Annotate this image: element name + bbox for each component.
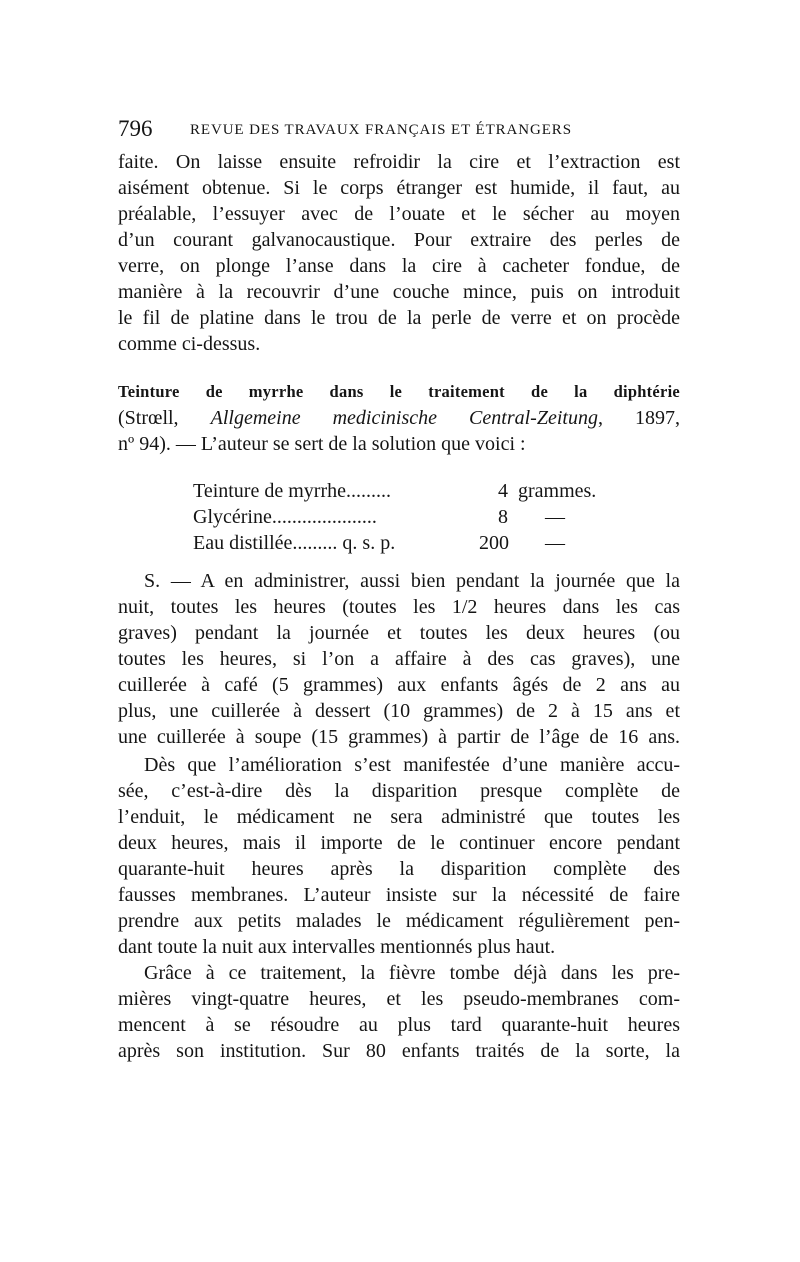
text-line: graves) pendant la journée et toutes les deux heures (ou bbox=[118, 622, 680, 644]
section-title: Teinture de myrrhe dans le traitement de la diphtérie bbox=[118, 382, 680, 401]
page-header bbox=[118, 112, 678, 146]
ingredient-unit: — bbox=[545, 532, 565, 554]
text-line: nuit, toutes les heures (toutes les 1/2 heures dans les cas bbox=[118, 596, 680, 618]
text-line: une cuillerée à soupe (15 grammes) à partir de l’âge de 16 ans. bbox=[118, 726, 680, 748]
text-line: l’enduit, le médicament ne sera administré que toutes les bbox=[118, 806, 680, 828]
text-line: toutes les heures, si l’on a affaire à des cas graves), une bbox=[118, 648, 680, 670]
paragraph-extraction bbox=[118, 149, 680, 357]
journal-name: Allgemeine medicinische Central-Zeitung bbox=[210, 407, 598, 429]
text-line: aisément obtenue. Si le corps étranger est humide, il faut, au bbox=[118, 177, 680, 199]
text-line: S. — A en administrer, aussi bien pendant la journée que la bbox=[144, 570, 680, 592]
text-line: dant toute la nuit aux intervalles mentionnés plus haut. bbox=[118, 936, 556, 958]
text-line: prendre aux petits malades le médicament régulièrement pen- bbox=[118, 910, 680, 932]
text-line: fausses membranes. L’auteur insiste sur la nécessité de faire bbox=[118, 884, 680, 906]
ingredient-quantity: 8 bbox=[498, 506, 508, 528]
recipe-table bbox=[193, 478, 623, 556]
ingredient-name: Eau distillée......... q. s. p. bbox=[193, 532, 396, 554]
text-line: comme ci-dessus. bbox=[118, 333, 261, 355]
recipe-row bbox=[193, 530, 623, 556]
citation-line bbox=[118, 405, 680, 431]
ingredient-name: Glycérine..................... bbox=[193, 506, 377, 528]
section-heading-line bbox=[118, 378, 680, 405]
ingredient-unit: — bbox=[545, 506, 565, 528]
text-line: manière à la recouvrir d’une couche mince, puis on introduit bbox=[118, 281, 680, 303]
text-line: après son institution. Sur 80 enfants traités de la sorte, la bbox=[118, 1040, 680, 1062]
text-line: le fil de platine dans le trou de la perle de verre et on procède bbox=[118, 307, 680, 329]
citation-year: , 1897, bbox=[597, 407, 680, 429]
paragraph-dosage bbox=[118, 568, 680, 750]
text-line: plus, une cuillerée à dessert (10 grammes) de 2 à 15 ans et bbox=[118, 700, 680, 722]
section-heading bbox=[118, 378, 680, 457]
recipe-row bbox=[193, 478, 623, 504]
recipe-row bbox=[193, 504, 623, 530]
text-line: Dès que l’amélioration s’est manifestée d’une manière accu- bbox=[144, 754, 680, 776]
running-title: REVUE DES TRAVAUX FRANÇAIS ET ÉTRANGERS bbox=[190, 122, 572, 138]
text-line: Grâce à ce traitement, la fièvre tombe déjà dans les pre- bbox=[144, 962, 680, 984]
ingredient-name: Teinture de myrrhe......... bbox=[193, 480, 391, 502]
ingredient-quantity: 200 bbox=[479, 532, 509, 554]
paragraph-results bbox=[118, 960, 680, 1064]
text-line: sée, c’est-à-dire dès la disparition presque complète de bbox=[118, 780, 680, 802]
ingredient-quantity: 4 bbox=[498, 480, 508, 502]
text-line: deux heures, mais il importe de le continuer encore pendant bbox=[118, 832, 680, 854]
text-line: nº 94). — L’auteur se sert de la solution que voici : bbox=[118, 433, 526, 455]
text-line: verre, on plonge l’anse dans la cire à cacheter fondue, de bbox=[118, 255, 680, 277]
text-line: quarante-huit heures après la disparition complète des bbox=[118, 858, 680, 880]
text-line: préalable, l’essuyer avec de l’ouate et le sécher au moyen bbox=[118, 203, 680, 225]
text-line: cuillerée à café (5 grammes) aux enfants âgés de 2 ans au bbox=[118, 674, 680, 696]
text-line: faite. On laisse ensuite refroidir la cire et l’extraction est bbox=[118, 151, 680, 173]
page-number: 796 bbox=[118, 116, 153, 141]
text-line: d’un courant galvanocaustique. Pour extraire des perles de bbox=[118, 229, 680, 251]
paragraph-improvement bbox=[118, 752, 680, 960]
text-line: mières vingt-quatre heures, et les pseudo-membranes com- bbox=[118, 988, 680, 1010]
citation-author: (Strœll, bbox=[118, 407, 211, 429]
ingredient-unit: grammes. bbox=[518, 480, 597, 502]
text-line: mencent à se résoudre au plus tard quarante-huit heures bbox=[118, 1014, 680, 1036]
